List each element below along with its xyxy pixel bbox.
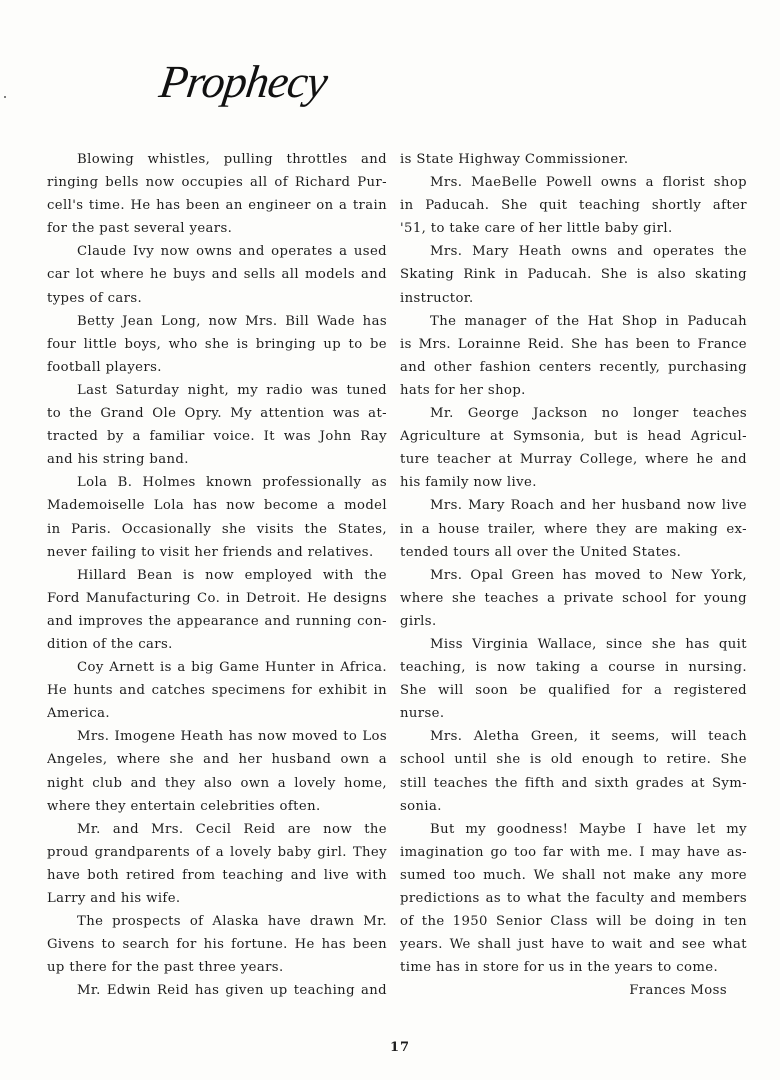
paragraph [400,725,747,817]
text-line: sonia. [400,798,442,814]
text-line: never failing to visit her friends and relatives. [47,544,374,560]
text-line: Last Saturday night, my radio was tuned [77,382,387,398]
text-line: Mrs. MaeBelle Powell owns a florist shop [430,175,747,191]
page-number: 17 [390,1040,411,1055]
text-line: ture teacher at Murray College, where he and [400,452,747,468]
text-line: types of cars. [47,290,143,306]
text-line: teaching, is now taking a course in nursing. [400,660,747,676]
text-line: in Paducah. She quit teaching shortly after [400,198,747,214]
text-line: still teaches the fifth and sixth grades at Sym- [400,775,747,791]
text-line: The prospects of Alaska have drawn Mr. [77,914,387,930]
paragraph [47,379,387,471]
text-line: Mr. George Jackson no longer teaches [430,406,747,422]
text-line: Hillard Bean is now employed with the [77,567,387,583]
scan-speck [4,96,6,98]
text-line: dition of the cars. [47,636,173,652]
text-line: Mademoiselle Lola has now become a model [47,498,387,514]
text-line: where they entertain celebrities often. [47,798,321,814]
text-line: school until she is old enough to retire. She [400,752,747,768]
text-line: Miss Virginia Wallace, since she has quit [430,636,747,652]
text-line: He hunts and catches specimens for exhibit in [47,683,387,699]
text-line: She will soon be qualified for a registered [400,683,747,699]
paragraph [47,910,387,979]
text-line: for the past several years. [47,221,233,237]
text-line: nurse. [400,706,445,722]
text-line: up there for the past three years. [47,960,284,976]
paragraph [400,240,747,309]
text-line: football players. [47,359,162,375]
text-line: years. We shall just have to wait and see what [400,937,747,953]
text-line: Mrs. Imogene Heath has now moved to Los [77,729,387,745]
text-line: four little boys, who she is bringing up to be [47,336,387,352]
text-line: is Mrs. Lorainne Reid. She has been to France [400,336,747,352]
text-line: '51, to take care of her little baby girl. [400,221,673,237]
paragraph [400,494,747,563]
text-line: Mrs. Mary Roach and her husband now live [430,498,747,514]
text-line: ringing bells now occupies all of Richard Pur- [47,175,387,191]
text-line: to the Grand Ole Opry. My attention was at- [47,406,387,422]
text-line: Coy Arnett is a big Game Hunter in Africa. [77,660,387,676]
text-line: sumed too much. We shall not make any more [400,867,747,883]
text-line: But my goodness! Maybe I have let my [430,821,747,837]
right-column [400,148,747,1002]
paragraph [47,310,387,379]
text-line: girls. [400,613,437,629]
author-signature: Frances Moss [629,983,727,999]
text-line: his family now live. [400,475,537,491]
text-line: Blowing whistles, pulling throttles and [77,152,387,167]
text-line: America. [47,706,110,722]
text-line: Mrs. Aletha Green, it seems, will teach [430,729,747,745]
text-line: Angeles, where she and her husband own a [47,752,387,768]
paragraph [47,240,387,309]
text-line: Agriculture at Symsonia, but is head Agricul- [400,429,747,445]
text-line: Mrs. Mary Heath owns and operates the [430,244,747,260]
text-line: proud grandparents of a lovely baby girl. They [47,844,387,860]
text-line: have both retired from teaching and live with [47,867,387,883]
text-line: The manager of the Hat Shop in Paducah [430,313,747,329]
paragraph [47,979,387,1002]
paragraph [47,725,387,817]
left-column [47,148,387,1002]
paragraph [400,148,747,171]
text-line: instructor. [400,290,474,306]
text-line: in Paris. Occasionally she visits the States, [47,521,387,537]
paragraph [47,564,387,656]
text-line: is State Highway Commissioner. [400,152,629,167]
text-line: Betty Jean Long, now Mrs. Bill Wade has [77,313,387,329]
text-line: and improves the appearance and running con- [47,613,387,629]
text-line: Ford Manufacturing Co. in Detroit. He designs [47,590,387,606]
text-line: Givens to search for his fortune. He has been [47,937,387,953]
paragraph [400,633,747,725]
text-line: car lot where he buys and sells all models and [47,267,387,283]
text-line: where she teaches a private school for young [400,590,747,606]
paragraph [400,818,747,980]
text-line: Skating Rink in Paducah. She is also skating [400,267,747,283]
text-line: tracted by a familiar voice. It was John Ray [47,429,387,445]
text-line: night club and they also own a lovely home, [47,775,387,791]
text-line: Mrs. Opal Green has moved to New York, [430,567,747,583]
text-line: hats for her shop. [400,382,526,398]
text-line: imagination go too far with me. I may have as- [400,844,747,860]
paragraph [47,818,387,910]
text-line: time has in store for us in the years to come. [400,960,719,976]
text-line: tended tours all over the United States. [400,544,682,560]
text-line: of the 1950 Senior Class will be doing in ten [400,914,747,930]
paragraph [400,310,747,402]
paragraph [47,471,387,563]
paragraph [400,402,747,494]
text-line: in a house trailer, where they are making ex- [400,521,747,537]
paragraph [47,656,387,725]
text-line: cell's time. He has been an engineer on a train [47,198,387,214]
text-line: Mr. Edwin Reid has given up teaching and [77,983,387,999]
paragraph [400,564,747,633]
text-line: and other fashion centers recently, purchasing [400,359,747,375]
paragraph [47,148,387,240]
paragraph [400,171,747,240]
text-line: Mr. and Mrs. Cecil Reid are now the [77,821,387,837]
text-line: Lola B. Holmes known professionally as [77,475,387,491]
text-line: and his string band. [47,452,189,468]
text-line: Claude Ivy now owns and operates a used [77,244,387,260]
page-title: Prophecy [156,56,331,107]
text-line: Larry and his wife. [47,891,181,906]
text-line: predictions as to what the faculty and members [400,891,747,906]
